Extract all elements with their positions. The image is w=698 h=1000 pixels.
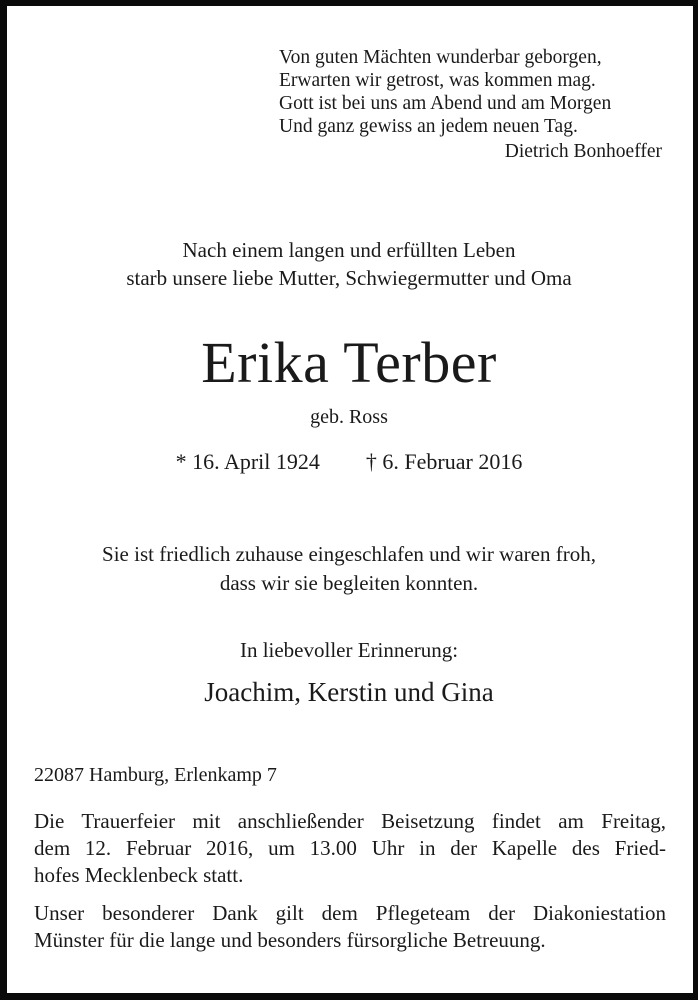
deceased-name: Erika Terber <box>201 330 497 395</box>
intro-line: Nach einem langen und erfüllten Leben <box>182 238 516 262</box>
thanks-line: Münster für die lange und besonders fürsorgliche Betreuung. <box>34 928 546 952</box>
intro-text <box>0 236 698 292</box>
ceremony-line: Die Trauerfeier mit anschließender Beisetzung findet am Freitag, <box>34 809 666 833</box>
thanks-note <box>34 900 666 954</box>
poem-author: Dietrich Bonhoeffer <box>504 141 662 162</box>
birth-name: geb. Ross <box>310 406 388 428</box>
poem-line: Und ganz gewiss an jedem neuen Tag. <box>279 116 578 137</box>
family-names: Joachim, Kerstin und Gina <box>204 677 494 707</box>
bonhoeffer-poem <box>279 46 679 163</box>
death-date: † 6. Februar 2016 <box>365 449 523 474</box>
birth-date: * 16. April 1924 <box>175 449 320 474</box>
statement-line: dass wir sie begleiten konnten. <box>219 571 479 595</box>
memory-label: In liebevoller Erinnerung: <box>239 638 459 662</box>
family-address: 22087 Hamburg, Erlenkamp 7 <box>34 764 277 786</box>
thanks-line: Unser besonderer Dank gilt dem Pflegeteam der Diakoniestation <box>34 901 666 925</box>
intro-line: starb unsere liebe Mutter, Schwiegermutter und Oma <box>126 266 572 290</box>
statement-line: Sie ist friedlich zuhause eingeschlafen und wir waren froh, <box>102 542 596 566</box>
poem-line: Gott ist bei uns am Abend und am Morgen <box>279 93 612 114</box>
poem-line: Von guten Mächten wunderbar geborgen, <box>279 47 602 68</box>
life-dates <box>0 447 698 477</box>
ceremony-line: hofes Mecklenbeck statt. <box>34 863 244 887</box>
poem-line: Erwarten wir getrost, was kommen mag. <box>279 70 596 91</box>
ceremony-line: dem 12. Februar 2016, um 13.00 Uhr in der Kapelle des Fried- <box>34 836 666 860</box>
statement-text <box>0 540 698 598</box>
ceremony-info <box>34 808 666 889</box>
